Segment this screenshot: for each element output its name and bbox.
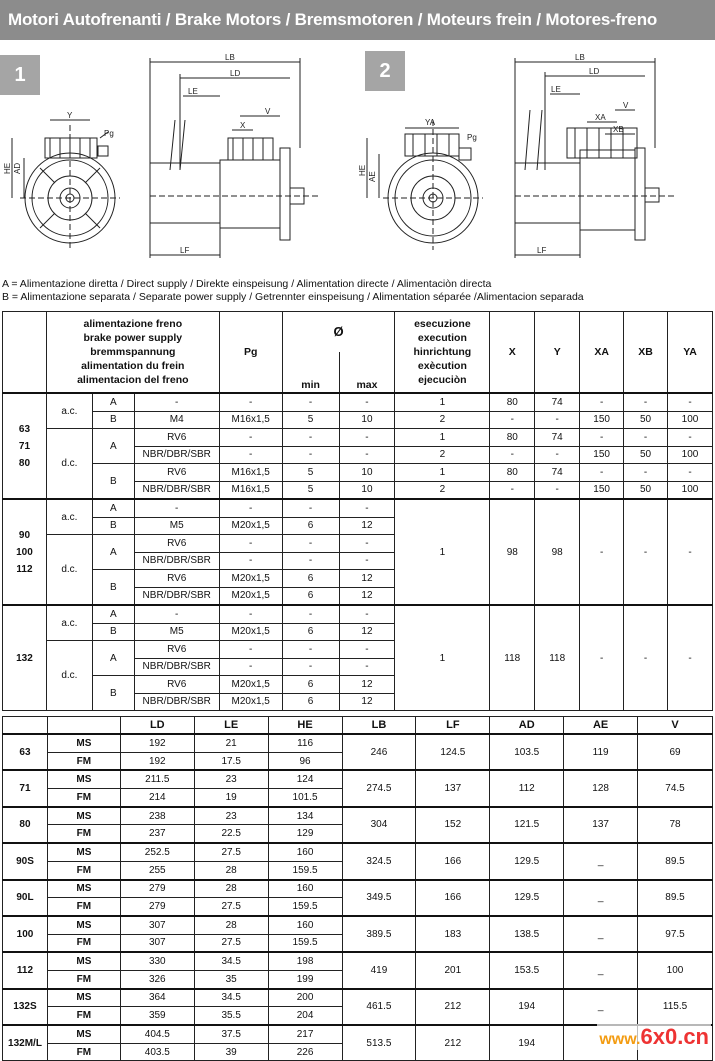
size-cell: 71 — [3, 770, 48, 806]
table-row: FM 237 22.5 129 — [3, 825, 713, 843]
watermark: www.6x0.cn — [599, 1024, 709, 1049]
table-row: B M4 M16x1,5 5 10 2 - - 150 50 100 — [3, 411, 713, 429]
ya-header: YA — [668, 312, 713, 394]
size-cell: 90S — [3, 843, 48, 879]
max-header: max — [339, 352, 395, 393]
dim2-lf: LF — [537, 246, 547, 255]
dim2-xb: XB — [613, 125, 624, 134]
dim-he: HE — [3, 162, 12, 174]
table-row: d.c. A RV6 - - - — [3, 535, 713, 553]
size-cell: 132 — [3, 605, 47, 711]
table-row: 63 71 80 a.c. A - - - - 1 80 74 - - - — [3, 393, 713, 411]
size-cell: 100 — [3, 916, 48, 952]
dim2-ld: LD — [589, 67, 600, 76]
table-row: 90S MS 252.5 27.5 160 324.5 166 129.5 _ 89.5 — [3, 843, 713, 861]
dim-le: LE — [188, 87, 198, 96]
figure-1-number: 1 — [0, 55, 40, 95]
table-row: 80 MS 238 23 134 304 152 121.5 137 78 — [3, 807, 713, 825]
table-row: FM 359 35.5 204 — [3, 1007, 713, 1025]
table-row: NBR/DBR/SBR - - - — [3, 658, 713, 676]
diameter-header: Ø — [282, 312, 395, 352]
page-header — [0, 0, 715, 40]
table-row: FM 307 27.5 159.5 — [3, 934, 713, 952]
size-cell: 63 — [3, 734, 48, 770]
size-cell: 80 — [3, 807, 48, 843]
figure-2-drawing — [355, 50, 710, 260]
legend-line-a: A = Alimentazione diretta / Direct supply / Direkte einspeisung / Alimentation directe / Alimentaciòn directa — [2, 278, 492, 290]
dim-ld: LD — [230, 69, 241, 78]
table-row: 90 100 112 a.c. A - - - - 1 98 98 - - - — [3, 499, 713, 517]
size-cell: 132M/L — [3, 1025, 48, 1061]
dim2-ae: AE — [368, 171, 377, 182]
table-row: NBR/DBR/SBR - - - 2 - - 150 50 100 — [3, 446, 713, 464]
brake-supply-table — [2, 311, 713, 711]
dim-ad: AD — [13, 162, 22, 174]
table-row: B RV6 M20x1,5 6 12 — [3, 570, 713, 588]
table-row: NBR/DBR/SBR M20x1,5 6 12 — [3, 693, 713, 711]
dim2-lb: LB — [575, 53, 585, 62]
table-row: FM 255 28 159.5 — [3, 861, 713, 879]
figure-2-number: 2 — [365, 51, 405, 91]
xb-header: XB — [624, 312, 668, 394]
dim2-he: HE — [358, 164, 367, 176]
table-row: B M5 M20x1,5 6 12 — [3, 517, 713, 535]
table-row: 63 MS 192 21 116 246 124.5 103.5 119 69 — [3, 734, 713, 752]
table-row: NBR/DBR/SBR M16x1,5 5 10 2 - - 150 50 100 — [3, 481, 713, 499]
table-header-row: LD LE HE LB LF AD AE V — [3, 717, 713, 735]
dim-lb: LB — [225, 53, 235, 62]
table-row: 71 MS 211.5 23 124 274.5 137 112 128 74.5 — [3, 770, 713, 788]
table-row: FM 403.5 39 226 — [3, 1043, 713, 1061]
table-row: 132 a.c. A - - - - 1 118 118 - - - — [3, 605, 713, 623]
table-row: B RV6 M16x1,5 5 10 1 80 74 - - - — [3, 464, 713, 482]
table-row: FM 279 27.5 159.5 — [3, 898, 713, 916]
supply-header: alimentazione freno brake power supply bremmspannung alimentation du frein alimentacion del freno — [46, 312, 219, 394]
table-row: d.c. A RV6 - - - — [3, 641, 713, 659]
pg-header: Pg — [219, 312, 282, 394]
table-row: FM 214 19 101.5 — [3, 789, 713, 807]
dim2-le: LE — [551, 85, 561, 94]
size-cell: 63 71 80 — [3, 393, 47, 499]
execution-header: esecuzione execution hinrichtung exècution ejecuciòn — [395, 312, 490, 394]
dim2-pg: Pg — [467, 133, 477, 142]
xa-header: XA — [580, 312, 624, 394]
table-row: B M5 M20x1,5 6 12 — [3, 623, 713, 641]
y-header: Y — [535, 312, 580, 394]
size-cell: 90 100 112 — [3, 499, 47, 605]
dim-y: Y — [67, 111, 73, 120]
dim2-xa: XA — [595, 113, 606, 122]
figure-1-drawing — [0, 50, 355, 260]
size-cell: 112 — [3, 952, 48, 988]
page-title: Motori Autofrenanti / Brake Motors / Bremsmotoren / Moteurs frein / Motores-freno — [8, 10, 658, 29]
table-row: FM 326 35 199 — [3, 970, 713, 988]
dim-x: X — [240, 121, 246, 130]
dim-lf: LF — [180, 246, 190, 255]
table-row: d.c. A RV6 - - - 1 80 74 - - - — [3, 429, 713, 447]
min-header: min — [282, 352, 339, 393]
legend-line-b: B = Alimentazione separata / Separate power supply / Getrennter einspeisung / Alimentation séparée /Alimentacion separada — [2, 291, 584, 303]
table-row: 100 MS 307 28 160 389.5 183 138.5 _ 97.5 — [3, 916, 713, 934]
dim-pg: Pg — [104, 129, 114, 138]
table-row: B RV6 M20x1,5 6 12 — [3, 676, 713, 694]
dim2-v: V — [623, 101, 629, 110]
dim2-ya: YA — [425, 118, 436, 127]
table-row: NBR/DBR/SBR M20x1,5 6 12 — [3, 587, 713, 605]
table-row: 90L MS 279 28 160 349.5 166 129.5 _ 89.5 — [3, 880, 713, 898]
table-row: 112 MS 330 34.5 198 419 201 153.5 _ 100 — [3, 952, 713, 970]
table-row: 132S MS 364 34.5 200 461.5 212 194 _ 115.5 — [3, 989, 713, 1007]
x-header: X — [490, 312, 535, 394]
size-cell: 132S — [3, 989, 48, 1025]
dimensions-table — [2, 716, 713, 1061]
table-row: FM 192 17.5 96 — [3, 752, 713, 770]
dim-v: V — [265, 107, 271, 116]
table-row: 132M/L MS 404.5 37.5 217 513.5 212 194 — [3, 1025, 713, 1043]
table-row: NBR/DBR/SBR - - - — [3, 552, 713, 570]
size-cell: 90L — [3, 880, 48, 916]
